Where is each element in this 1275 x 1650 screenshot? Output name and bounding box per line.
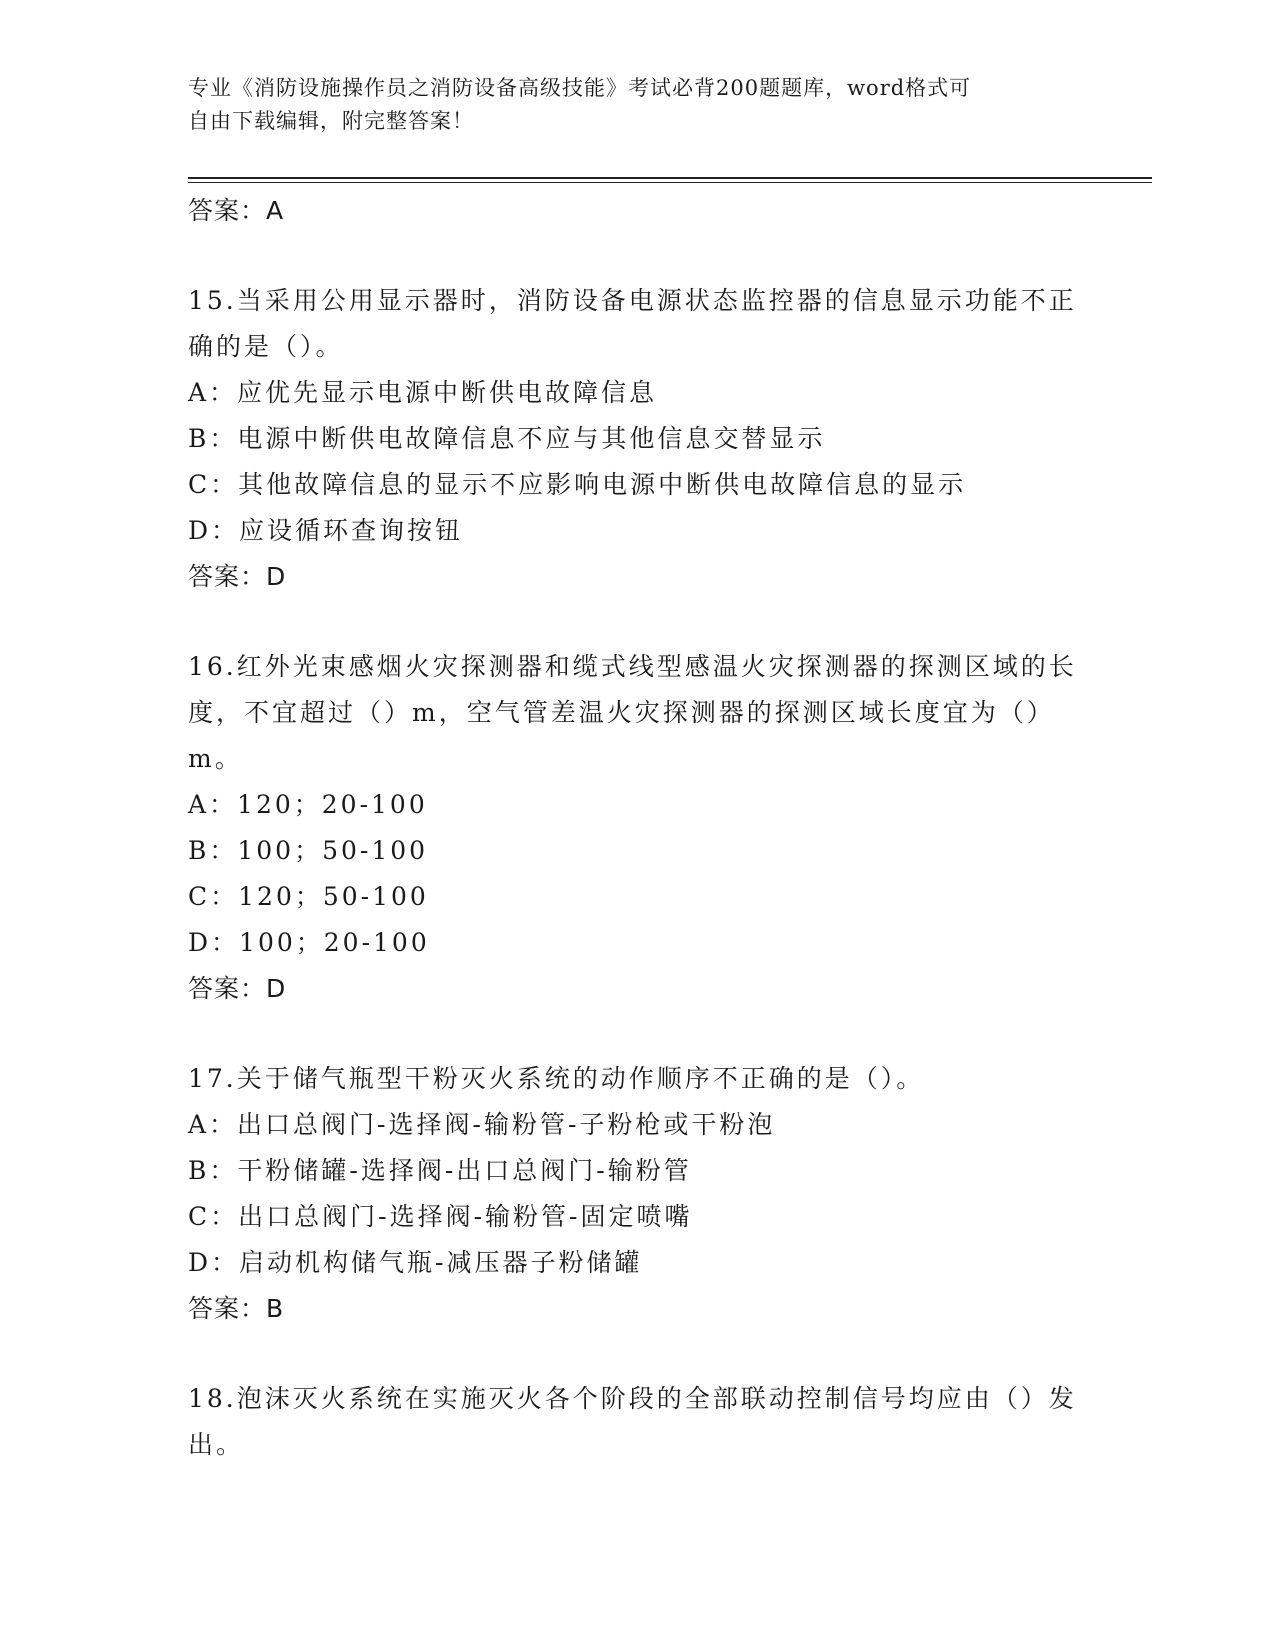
- question-17-option-c: C：出口总阀门-选择阀-输粉管-固定喷嘴: [188, 1202, 693, 1231]
- question-list: [188, 188, 1088, 1468]
- header-line-1: 专业《消防设施操作员之消防设备高级技能》考试必背200题题库，word格式可: [188, 76, 972, 100]
- question-16-option-b: B：100；50-100: [188, 836, 429, 865]
- question-18-stem: 18.泡沫灭火系统在实施灭火各个阶段的全部联动控制信号均应由（）发出。: [188, 1384, 1077, 1459]
- question-17: [188, 1056, 1088, 1332]
- answer-16: 答案：D: [188, 974, 287, 1003]
- question-17-option-b: B：干粉储罐-选择阀-出口总阀门-输粉管: [188, 1156, 692, 1185]
- question-16-option-d: D：100；20-100: [188, 928, 430, 957]
- answer-15: 答案：D: [188, 562, 287, 591]
- answer-17: 答案：B: [188, 1294, 285, 1323]
- question-16-stem: 16.红外光束感烟火灾探测器和缆式线型感温火灾探测器的探测区域的长度，不宜超过（）m，空气管差温火灾探测器的探测区域长度宜为（）m。: [188, 652, 1077, 773]
- question-15-option-d: D：应设循环查询按钮: [188, 516, 464, 545]
- header-line-2: 自由下载编辑，附完整答案！: [188, 109, 474, 133]
- question-16-option-c: C：120；50-100: [188, 882, 429, 911]
- question-15: [188, 278, 1088, 600]
- question-17-option-d: D：启动机构储气瓶-减压器子粉储罐: [188, 1248, 643, 1277]
- question-15-option-b: B：电源中断供电故障信息不应与其他信息交替显示: [188, 424, 826, 453]
- question-16-option-a: A：120；20-100: [188, 790, 428, 819]
- document-header: [188, 72, 1068, 138]
- spacer: [188, 1332, 1088, 1376]
- spacer: [188, 600, 1088, 644]
- question-16: [188, 644, 1088, 1012]
- question-18: [188, 1376, 1088, 1468]
- question-15-option-c: C：其他故障信息的显示不应影响电源中断供电故障信息的显示: [188, 470, 967, 499]
- spacer: [188, 1012, 1088, 1056]
- question-17-stem: 17.关于储气瓶型干粉灭火系统的动作顺序不正确的是（）。: [188, 1064, 925, 1093]
- answer-14: 答案：A: [188, 196, 285, 225]
- header-divider-thin: [188, 182, 1152, 183]
- spacer: [188, 234, 1088, 278]
- question-17-option-a: A：出口总阀门-选择阀-输粉管-子粉枪或干粉泡: [188, 1110, 776, 1139]
- question-15-option-a: A：应优先显示电源中断供电故障信息: [188, 378, 658, 407]
- header-divider-thick: [188, 177, 1152, 179]
- question-15-stem: 15.当采用公用显示器时，消防设备电源状态监控器的信息显示功能不正确的是（）。: [188, 286, 1077, 361]
